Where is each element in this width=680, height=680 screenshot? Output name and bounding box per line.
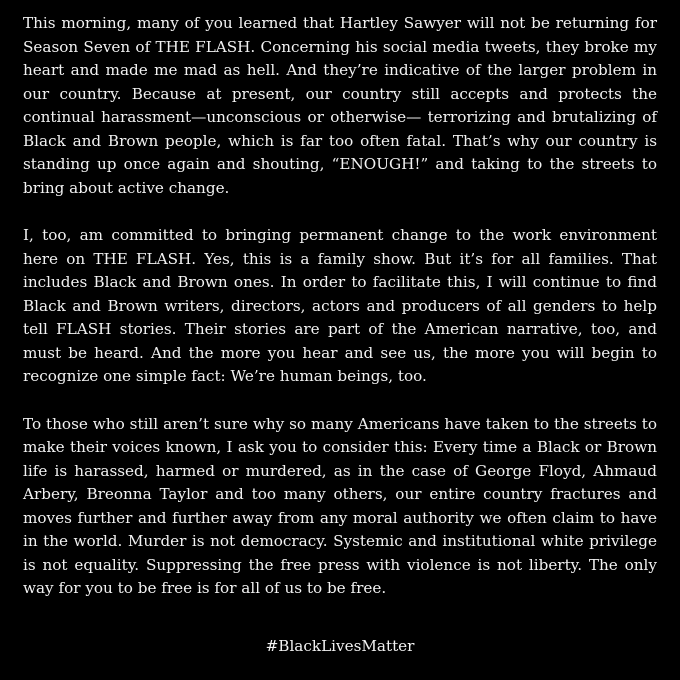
statement-paragraph-1: This morning, many of you learned that Hartley Sawyer will not be returning for Season Seven of THE FLASH. Concerning his social media tweets, they broke my heart and made me mad as hell. And they’re indicative of the larger problem in our country. Because at present, our country still accepts and protects the continual harassment—unconscious or otherwise— terrorizing and brutalizing of Black and Brown people, which is far too often fatal. That’s why our country is standing up once again and shouting, “ENOUGH!” and taking to the streets to bring about active change. [23, 14, 657, 197]
hashtag: #BlackLivesMatter [265, 637, 415, 655]
statement-body [23, 12, 657, 625]
statement-paragraph-2: I, too, am committed to bringing permanent change to the work environment here on THE FLASH. Yes, this is a family show. But it’s for all families. That includes Black and Brown ones. In order to facilitate this, I will continue to find Black and Brown writers, directors, actors and producers of all genders to help tell FLASH stories. Their stories are part of the American narrative, too, and must be heard. And the more you hear and see us, the more you will begin to recognize one simple fact: We’re human beings, too. [23, 226, 657, 385]
statement-paragraph-3: To those who still aren’t sure why so many Americans have taken to the streets to make their voices known, I ask you to consider this: Every time a Black or Brown life is harassed, harmed or murdered, as in the case of George Floyd, Ahmaud Arbery, Breonna Taylor and too many others, our entire country fractures and moves further and further away from any moral authority we often claim to have in the world. Murder is not democracy. Systemic and institutional white privilege is not equality. Suppressing the free press with violence is not liberty. The only way for you to be free is for all of us to be free. [23, 414, 657, 597]
